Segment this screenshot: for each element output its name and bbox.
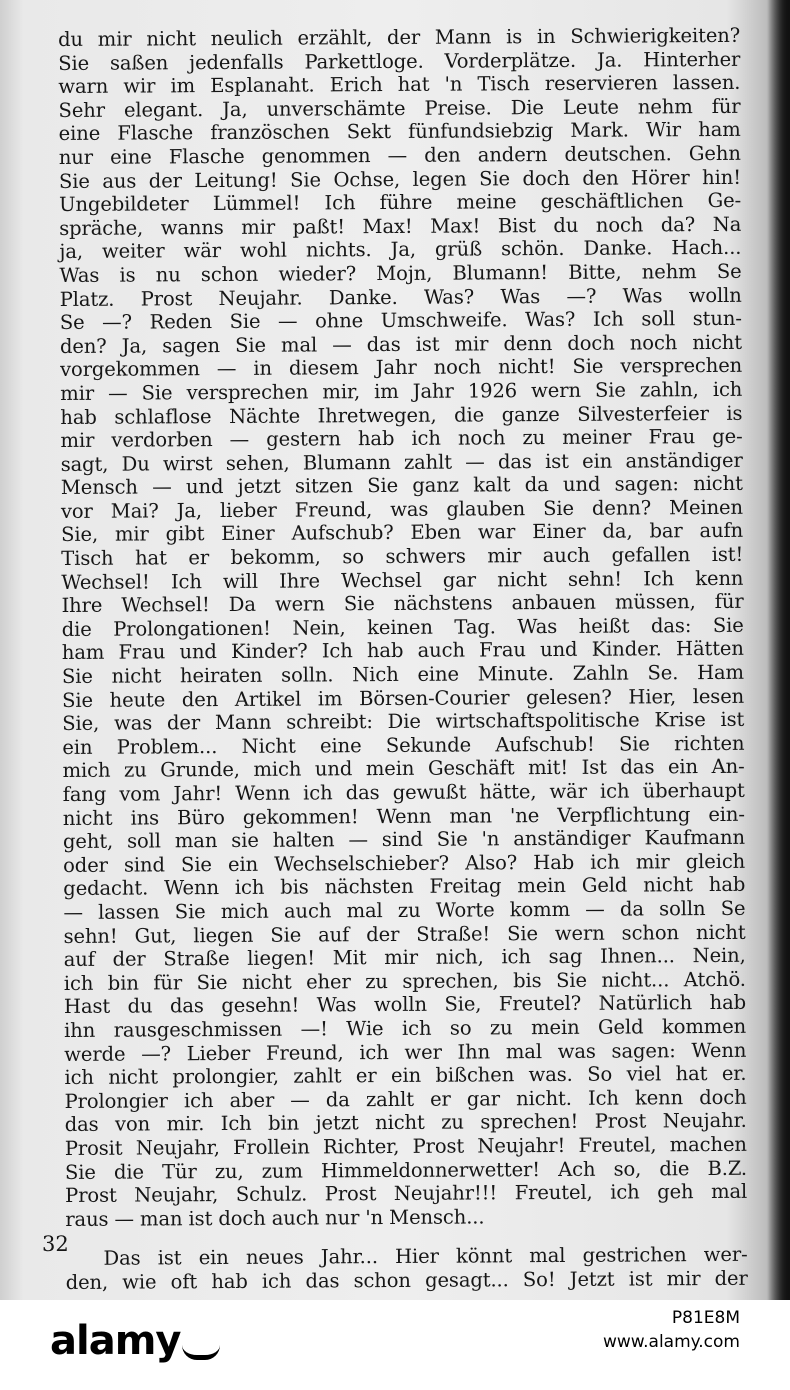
text-line: Se —? Reden Sie — ohne Umschweife. Was? Ich soll stun- (59, 306, 742, 335)
text-line: auf der Straße liegen! Mit mir nich, ich sag Ihnen... Nein, (63, 943, 746, 972)
text-line: sehn! Gut, liegen Sie auf der Straße! Sie wern schon nicht (63, 920, 746, 948)
text-line: Hast du das gesehn! Was wolln Sie, Freutel? Natürlich hab (63, 991, 747, 1019)
text-line: den? Ja, sagen Sie mal — das ist mir denn doch noch nicht (59, 330, 743, 358)
text-line: vorgekommen — in diesem Jahr noch nicht! Sie versprechen (60, 354, 743, 382)
text-line: gedacht. Wenn ich bis nächsten Freitag mein Geld nicht hab (63, 873, 746, 901)
text-line: Prolongier ich aber — da zahlt er gar nicht. Ich kenn doch (64, 1085, 747, 1113)
image-id: P81E8M (671, 1308, 740, 1328)
text-line: Ungebildeter Lümmel! Ich führe meine geschäftlichen Ge- (59, 188, 742, 217)
text-line: mir verdorben — gestern hab ich noch zu meiner Frau ge- (60, 424, 743, 453)
text-line: Mensch — und jetzt sitzen Sie ganz kalt da und sagen: nicht (60, 472, 743, 500)
text-line: mir — Sie versprechen mir, im Jahr 1926 wern Sie zahln, ich (60, 377, 743, 405)
text-line: Was is nu schon wieder? Mojn, Blumann! Bitte, nehm Se (59, 259, 742, 287)
text-line: ihn rausgeschmissen —! Wie ich so zu mein Geld kommen (64, 1014, 747, 1042)
page-text-block (58, 24, 748, 1295)
text-line: ein Problem... Nicht eine Sekunde Aufschub! Sie richten (62, 731, 745, 759)
text-line: ham Frau und Kinder? Ich hab auch Frau und Kinder. Hätten (61, 637, 744, 665)
smile-icon (182, 1345, 220, 1360)
stock-photo-footer (0, 1300, 790, 1390)
text-line: Sie, was der Mann schreibt: Die wirtschaftspolitische Krise ist (62, 708, 745, 736)
text-line: Sie aus der Leitung! Sie Ochse, legen Sie doch den Hörer hin! (58, 165, 741, 193)
book-spine-shadow (768, 0, 790, 1300)
text-line: sagt, Du wirst sehen, Blumann zahlt — das ist ein anständiger (60, 448, 743, 476)
text-line: Sie die Tür zu, zum Himmeldonnerwetter! Ach so, die B.Z. (64, 1156, 748, 1184)
text-line: das von mir. Ich bin jetzt nicht zu sprechen! Prost Neujahr. (64, 1109, 747, 1137)
text-line: Das ist ein neues Jahr... Hier könnt mal gestrichen wer- (103, 1243, 748, 1271)
alamy-logo-text: alamy (50, 1318, 181, 1364)
text-line: warn wir im Esplanaht. Erich hat 'n Tisch reservieren lassen. (58, 71, 741, 99)
text-line: vor Mai? Ja, lieber Freund, was glauben Sie denn? Meinen (60, 495, 744, 523)
text-line: raus — man ist doch auch nur 'n Mensch... (65, 1205, 485, 1231)
text-line: Sie, mir gibt Einer Aufschub? Eben war Einer da, bar aufn (61, 519, 744, 547)
stock-url: www.alamy.com (602, 1332, 740, 1352)
text-line: Prost Neujahr, Schulz. Prost Neujahr!!! Freutel, ich geh mal (65, 1179, 748, 1208)
text-line: eine Flasche französchen Sekt fünfundsiebzig Mark. Wir ham (58, 118, 741, 146)
text-line: Sie heute den Artikel im Börsen-Courier gelesen? Hier, lesen (62, 684, 745, 712)
text-line: — lassen Sie mich auch mal zu Worte komm — da solln Se (63, 896, 746, 924)
text-line: Tisch hat er bekomm, so schwers mir auch gefallen ist! (61, 542, 744, 571)
text-line: Prosit Neujahr, Frollein Richter, Prost Neujahr! Freutel, machen (64, 1132, 747, 1160)
text-line: hab schlaflose Nächte Ihretwegen, die ganze Silvesterfeier is (60, 401, 743, 429)
text-line: ja, weiter wär wohl nichts. Ja, grüß schön. Danke. Hach... (59, 236, 742, 264)
text-line: geht, soll man sie halten — sind Sie 'n anständiger Kaufmann (62, 826, 746, 854)
text-line: ich nicht prolongier, zahlt er ein bißchen was. So viel hat er. (64, 1061, 747, 1090)
text-line: spräche, wanns mir paßt! Max! Max! Bist du noch da? Na (59, 212, 742, 240)
text-line: mich zu Grunde, mich und mein Geschäft mit! Ist das ein An- (62, 755, 745, 783)
text-line: Wechsel! Ich will Ihre Wechsel gar nicht sehn! Ich kenn (61, 566, 744, 594)
alamy-logo (50, 1318, 220, 1364)
text-line: du mir nicht neulich erzählt, der Mann is in Schwierigkeiten? (58, 23, 741, 51)
text-line: Sie nicht heiraten solln. Nich eine Minute. Zahln Se. Ham (61, 660, 745, 689)
text-line: Sie saßen jedenfalls Parkettloge. Vorderplätze. Ja. Hinterher (58, 47, 741, 75)
text-line: nicht ins Büro gekommen! Wenn man 'ne Verpflichtung ein- (62, 802, 745, 830)
text-line: nur eine Flasche genommen — den andern deutschen. Gehn (58, 141, 741, 169)
text-line: oder sind Sie ein Wechselschieber? Also? Hab ich mir gleich (63, 849, 746, 877)
text-line: werde —? Lieber Freund, ich wer Ihn mal was sagen: Wenn (64, 1038, 747, 1066)
text-line: den, wie oft hab ich das schon gesagt... So! Jetzt ist mir der (65, 1266, 748, 1294)
text-line: Sehr elegant. Ja, unverschämte Preise. Die Leute nehm für (58, 94, 741, 122)
text-line: Ihre Wechsel! Da wern Sie nächstens anbauen müssen, für (61, 590, 744, 618)
text-line: fang vom Jahr! Wenn ich das gewußt hätte, wär ich überhaupt (62, 778, 745, 806)
text-line: Platz. Prost Neujahr. Danke. Was? Was —? Was wolln (59, 283, 742, 311)
page-number: 32 (42, 1232, 69, 1256)
text-line: ich bin für Sie nicht eher zu sprechen, bis Sie nicht... Atchö. (63, 967, 746, 995)
text-line: die Prolongationen! Nein, keinen Tag. Was heißt das: Sie (61, 613, 744, 641)
